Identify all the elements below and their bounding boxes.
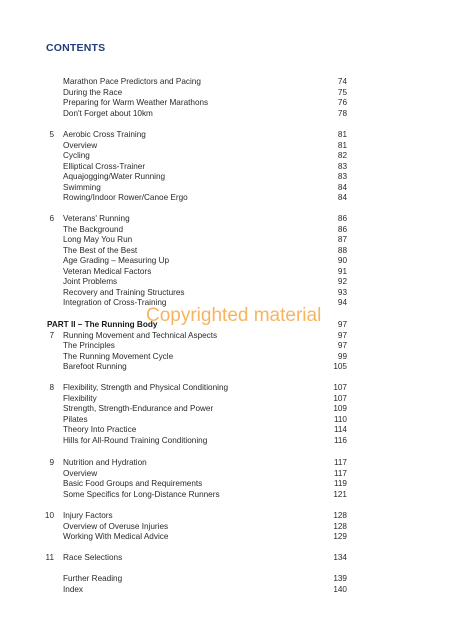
toc-entry-row xyxy=(0,171,449,182)
entry-title: Further Reading xyxy=(63,574,123,583)
toc-entry-row xyxy=(0,531,449,542)
page-number: 107 xyxy=(333,383,347,392)
toc-chapter-row xyxy=(0,129,449,140)
chapter-number: 9 xyxy=(49,458,54,467)
entry-title: Elliptical Cross-Trainer xyxy=(63,161,146,171)
entry-title: Recovery and Training Structures xyxy=(63,287,185,297)
toc-entry-row xyxy=(0,573,449,584)
toc-entry-row xyxy=(0,266,449,277)
entry-title: Don't Forget about 10km xyxy=(63,108,153,118)
toc-entry-row xyxy=(0,403,449,414)
watermark: Copyrighted material xyxy=(146,305,322,326)
page-number: 105 xyxy=(333,362,347,371)
page-number: 116 xyxy=(333,435,347,445)
page-number: 97 xyxy=(337,341,347,350)
entry-title: Hills for All-Round Training Conditioning xyxy=(63,435,208,445)
entry-title: Race Selections xyxy=(63,553,123,562)
page-number: 134 xyxy=(333,553,347,562)
entry-title: Aerobic Cross Training xyxy=(63,130,146,139)
page-number: 74 xyxy=(337,77,347,86)
page-number: 86 xyxy=(337,214,347,223)
toc-entry-row xyxy=(0,234,449,245)
entry-title: Injury Factors xyxy=(63,511,113,520)
entry-title: During the Race xyxy=(63,87,123,97)
toc-entry-row xyxy=(0,255,449,266)
page-number: 75 xyxy=(337,87,347,97)
toc-entry-row xyxy=(0,393,449,404)
entry-title: Some Specifics for Long-Distance Runners xyxy=(63,489,220,499)
entry-title: Overview xyxy=(63,140,98,150)
toc-entry-row xyxy=(0,584,449,595)
page-number: 129 xyxy=(333,532,347,541)
entry-title: Basic Food Groups and Requirements xyxy=(63,479,203,488)
entry-title: Overview xyxy=(63,468,98,478)
toc-entry-row xyxy=(0,87,449,98)
entry-title: Barefoot Running xyxy=(63,362,127,371)
entry-title: Flexibility xyxy=(63,393,97,403)
chapter-number: 5 xyxy=(49,130,54,139)
page-number: 119 xyxy=(333,479,347,488)
toc-entry-row xyxy=(0,224,449,235)
entry-title: The Running Movement Cycle xyxy=(63,351,174,361)
entry-title: Preparing for Warm Weather Marathons xyxy=(63,98,209,107)
page-title: CONTENTS xyxy=(46,42,106,54)
page-number: 94 xyxy=(337,298,347,307)
page-number: 117 xyxy=(333,458,347,467)
page-number: 99 xyxy=(337,351,347,361)
page-number: 128 xyxy=(333,521,347,531)
toc-entry-row xyxy=(0,489,449,500)
entry-title: Long May You Run xyxy=(63,235,133,244)
entry-title: Flexibility, Strength and Physical Conditioning xyxy=(63,383,229,392)
entry-title: Index xyxy=(63,584,84,594)
toc-entry-row xyxy=(0,287,449,298)
toc-entry-row xyxy=(0,245,449,256)
entry-title: Age Grading – Measuring Up xyxy=(63,256,170,265)
entry-title: Swimming xyxy=(63,182,101,192)
page-number: 76 xyxy=(337,98,347,107)
toc-chapter-row xyxy=(0,457,449,468)
toc-entry-row xyxy=(0,414,449,425)
page-number: 121 xyxy=(333,489,347,499)
chapter-number: 11 xyxy=(45,553,54,562)
page-number: 90 xyxy=(337,256,347,265)
toc-entry-row xyxy=(0,150,449,161)
page-number: 84 xyxy=(337,193,347,202)
page-number: 107 xyxy=(333,393,347,403)
page-number: 97 xyxy=(337,330,347,340)
toc-entry-row xyxy=(0,108,449,119)
page-number: 83 xyxy=(337,161,347,171)
entry-title: Working With Medical Advice xyxy=(63,532,169,541)
toc-chapter-row xyxy=(0,510,449,521)
entry-title: Nutrition and Hydration xyxy=(63,458,147,467)
chapter-number: 10 xyxy=(44,511,54,520)
chapter-number: 8 xyxy=(49,383,54,392)
page-number: 86 xyxy=(337,224,347,234)
entry-title: Cycling xyxy=(63,151,90,160)
page-number: 97 xyxy=(337,320,347,329)
entry-title: Aquajogging/Water Running xyxy=(63,172,166,181)
page-number: 87 xyxy=(337,235,347,244)
page-number: 139 xyxy=(333,574,347,583)
toc-chapter-row xyxy=(0,552,449,563)
page-number: 140 xyxy=(333,584,347,594)
toc-entry-row xyxy=(0,521,449,532)
page-number: 93 xyxy=(337,287,347,297)
page-number: 109 xyxy=(333,404,347,413)
entry-title: Rowing/Indoor Rower/Canoe Ergo xyxy=(63,193,188,202)
toc-entry-row xyxy=(0,140,449,151)
entry-title: Marathon Pace Predictors and Pacing xyxy=(63,77,201,86)
page-number: 88 xyxy=(337,245,347,255)
toc-chapter-row xyxy=(0,382,449,393)
toc-chapter-row xyxy=(0,330,449,341)
toc-entry-row xyxy=(0,182,449,193)
page-number: 128 xyxy=(333,511,347,520)
entry-title: Pilates xyxy=(63,414,88,424)
entry-title: The Principles xyxy=(63,341,115,350)
entry-title: PART II – The Running Body xyxy=(47,320,158,329)
page-number: 91 xyxy=(337,266,347,276)
entry-title: Integration of Cross-Training xyxy=(63,298,167,307)
toc-entry-row xyxy=(0,361,449,372)
entry-title: Joint Problems xyxy=(63,277,118,286)
chapter-number: 6 xyxy=(49,214,54,223)
toc-entry-row xyxy=(0,161,449,172)
toc-entry-row xyxy=(0,468,449,479)
entry-title: The Best of the Best xyxy=(63,245,138,255)
entry-title: Veteran Medical Factors xyxy=(63,266,152,276)
page-number: 84 xyxy=(337,182,347,192)
page-number: 114 xyxy=(333,425,347,434)
toc-entry-row xyxy=(0,276,449,287)
entry-title: Veterans' Running xyxy=(63,214,130,223)
page-number: 81 xyxy=(337,130,347,139)
entry-title: Overview of Overuse Injuries xyxy=(63,521,169,531)
entry-title: The Background xyxy=(63,224,124,234)
page-number: 78 xyxy=(337,108,347,118)
page-number: 92 xyxy=(337,277,347,286)
page-number: 81 xyxy=(337,140,347,150)
toc-entry-row xyxy=(0,192,449,203)
entry-title: Theory Into Practice xyxy=(63,425,137,434)
entry-title: Strength, Strength-Endurance and Power xyxy=(63,404,214,413)
entry-title: Running Movement and Technical Aspects xyxy=(63,330,218,340)
page-number: 117 xyxy=(333,468,347,478)
toc-entry-row xyxy=(0,340,449,351)
toc-entry-row xyxy=(0,97,449,108)
page-number: 82 xyxy=(337,151,347,160)
toc-entry-row xyxy=(0,435,449,446)
page-number: 110 xyxy=(333,414,347,424)
toc-entry-row xyxy=(0,76,449,87)
toc-entry-row xyxy=(0,351,449,362)
toc-entry-row xyxy=(0,424,449,435)
chapter-number: 7 xyxy=(49,330,54,340)
toc-entry-row xyxy=(0,478,449,489)
toc-chapter-row xyxy=(0,213,449,224)
page-number: 83 xyxy=(337,172,347,181)
